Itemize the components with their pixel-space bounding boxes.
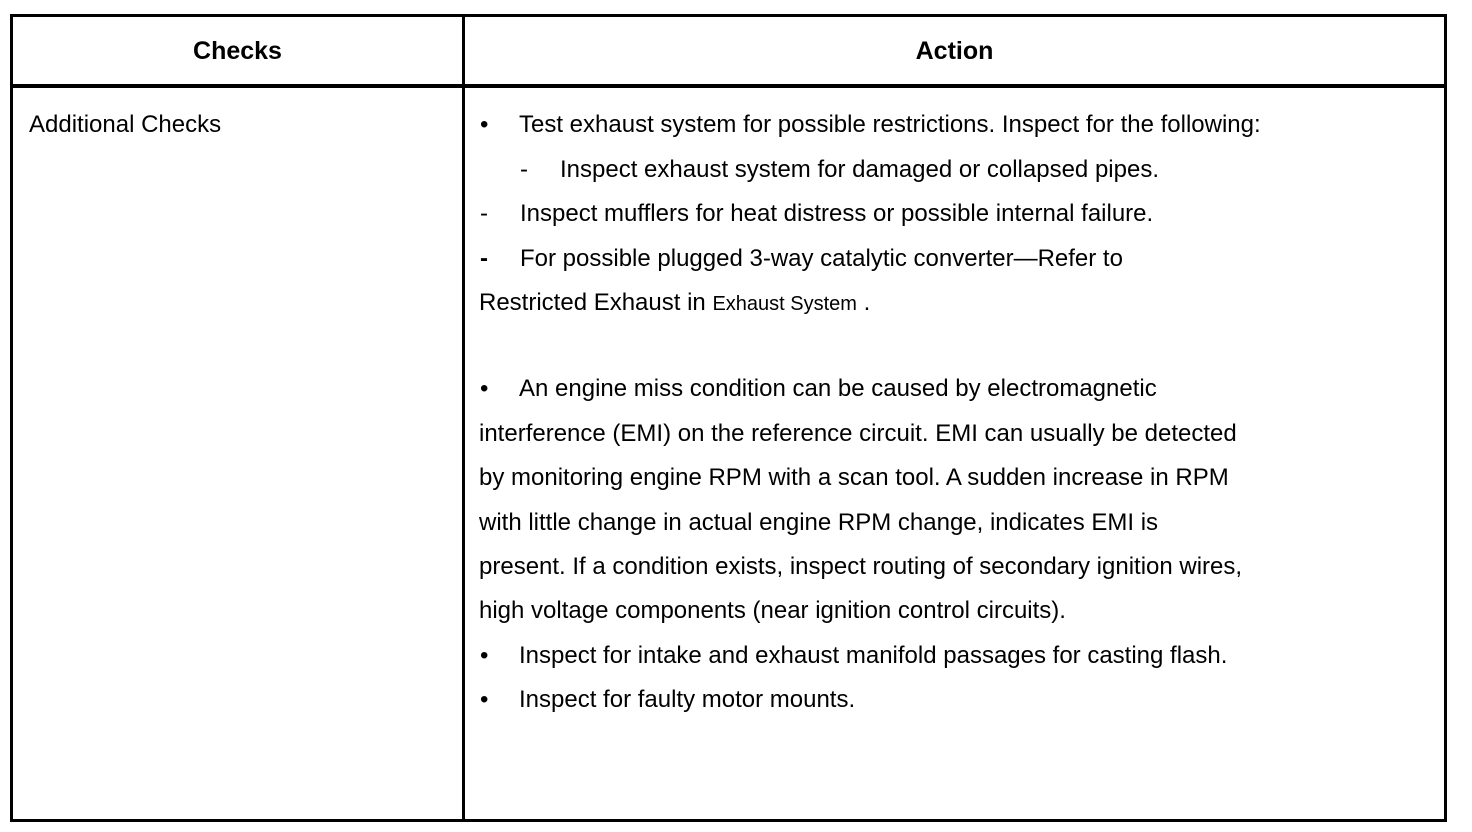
action-line-manifold: Inspect for intake and exhaust manifold passages for casting flash.: [519, 642, 1228, 669]
action-line-emi-4: with little change in actual engine RPM change, indicates EMI is: [479, 509, 1159, 536]
action-line-emi-6: high voltage components (near ignition control circuits).: [479, 597, 1066, 624]
action-line-motor-mounts: Inspect for faulty motor mounts.: [519, 686, 856, 713]
action-line-emi-3: by monitoring engine RPM with a scan tool. A sudden increase in RPM: [479, 464, 1229, 491]
exhaust-system-link[interactable]: Exhaust System: [712, 293, 857, 315]
bullet-icon: •: [480, 686, 489, 713]
action-line-mufflers: Inspect mufflers for heat distress or possible internal failure.: [520, 200, 1154, 227]
checks-action-table: [10, 14, 1447, 822]
dash-icon: -: [480, 200, 488, 227]
restricted-exhaust-suffix: .: [856, 289, 871, 316]
check-cell-additional-checks: Additional Checks: [29, 111, 222, 138]
column-divider: [462, 17, 465, 819]
action-line-test-exhaust: Test exhaust system for possible restrictions. Inspect for the following:: [519, 111, 1261, 138]
action-line-catalytic-converter: For possible plugged 3-way catalytic converter—Refer to: [520, 245, 1123, 272]
bullet-icon: •: [480, 642, 489, 669]
action-line-damaged-pipes: Inspect exhaust system for damaged or collapsed pipes.: [560, 156, 1159, 183]
dash-icon: -: [480, 245, 488, 272]
action-line-emi-1: An engine miss condition can be caused by electromagnetic: [519, 375, 1157, 402]
header-checks: Checks: [193, 37, 282, 65]
dash-icon: -: [520, 156, 528, 183]
bullet-icon: •: [480, 111, 489, 138]
action-line-emi-5: present. If a condition exists, inspect routing of secondary ignition wires,: [479, 553, 1243, 580]
restricted-exhaust-text: Restricted Exhaust in: [479, 289, 713, 316]
action-line-emi-2: interference (EMI) on the reference circuit. EMI can usually be detected: [479, 420, 1237, 447]
action-line-restricted-exhaust: [479, 288, 870, 319]
bullet-icon: •: [480, 375, 489, 402]
header-action: Action: [915, 37, 994, 65]
header-divider: [13, 84, 1444, 88]
